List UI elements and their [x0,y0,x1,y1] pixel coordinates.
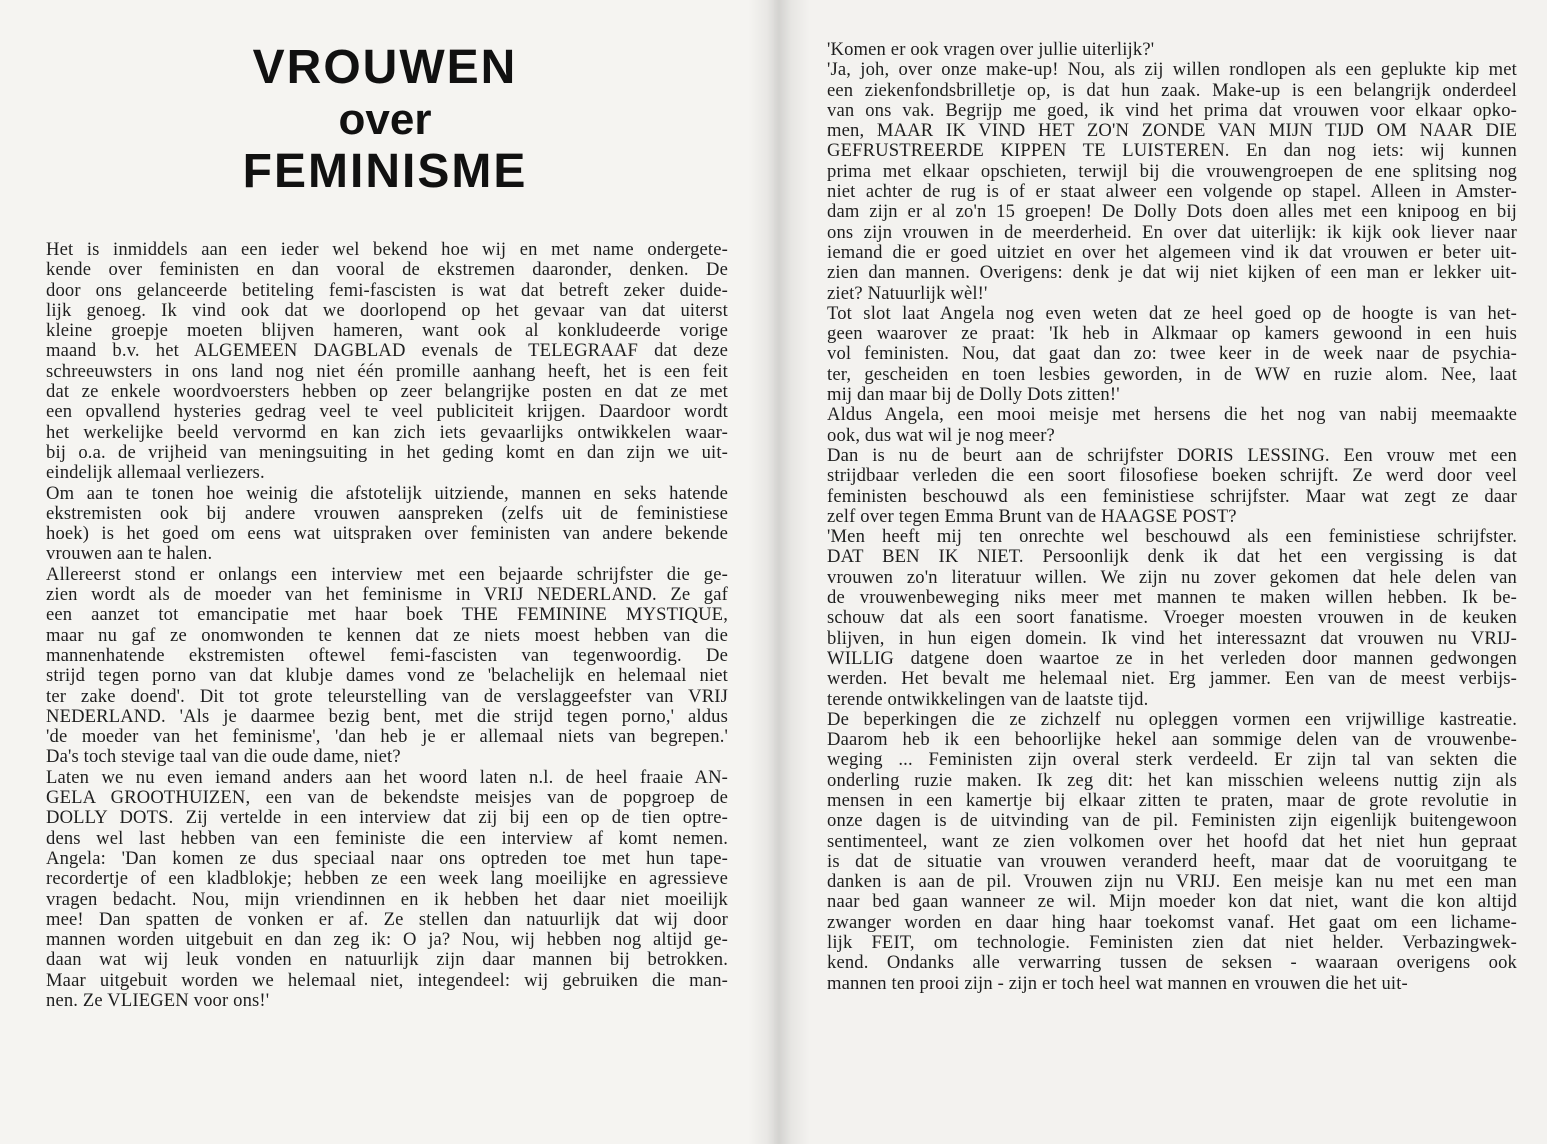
text-line: zien wordt als de moeder van het feminisme in VRIJ NEDERLAND. Ze gaf [46,584,728,606]
text-line: maar nu gaf ze onomwonden te kennen dat ze niets moest hebben van die [46,624,728,646]
text-line: GEFRUSTREERDE KIPPEN TE LUISTEREN. En dan nog iets: wij kunnen [827,140,1517,162]
text-line: dat ze enkele woordvoersters hebben op zeer belangrijke posten en dat ze met [46,381,728,403]
text-line: geen waarover ze praat: 'Ik heb in Alkmaar op kamers gewoond in een huis [827,323,1517,345]
text-line: kleine groepje moeten blijven hameren, want ook al konkludeerde vorige [46,320,728,342]
text-line: ziet? Natuurlijk wèl!' [827,282,988,304]
text-line: onderling ruzie maken. Ik zeg dit: het kan misschien weleens nuttig zijn als [827,769,1517,791]
text-line: schouw dat als een soort fanatisme. Vroeger moesten vrouwen in de keuken [827,607,1517,629]
text-line: Aldus Angela, een mooi meisje met hersens die het nog van nabij meemaakte [827,404,1517,426]
text-line: mensen in een kamertje bij elkaar zitten te praten, maar de grote revolutie in [827,789,1517,811]
text-line: 'Men heeft mij ten onrechte wel beschouwd als een feministiese schrijfster. [827,526,1517,548]
text-line: Om aan te tonen hoe weinig die afstotelijk uitziende, mannen en seks hatende [46,482,728,504]
text-line: vragen bedacht. Nou, mijn vriendinnen en ik hebben het daar niet moeilijk [46,888,728,910]
text-line: Angela: 'Dan komen ze dus speciaal naar ons optreden toe met hun tape- [46,847,728,869]
text-line: DOLLY DOTS. Zij vertelde in een interview dat zij bij een op de tien optre- [46,807,728,829]
text-line: dens wel last hebben van een feministe die een interview af komt nemen. [46,827,728,849]
text-line: Maar uitgebuit worden we helemaal niet, integendeel: wij gebruiken die man- [46,969,728,991]
text-line: een ziekenfondsbrilletje op, is dat hun zaak. Make-up is een belangrijk onderdeel [827,79,1517,101]
right-page [774,0,1547,1144]
text-line: vrouwen zo'n literatuur willen. We zijn nu zover gekomen dat hele delen van [827,566,1517,588]
text-line: Tot slot laat Angela nog even weten dat ze heel goed op de hoogte is van het- [827,302,1517,324]
text-line: vrouwen aan te halen. [46,543,213,565]
text-line: Daarom heb ik een behoorlijke hekel aan sommige delen van de vrouwenbe- [827,729,1517,751]
text-line: ter zake doend'. Dit tot grote teleurstelling van de verslaggeefster van VRIJ [46,685,728,707]
right-text-column [827,40,1517,994]
title-line-1: VROUWEN [252,41,518,94]
text-line: recordertje of een kladblokje; hebben ze een week lang moeilijke en agressieve [46,868,728,890]
text-line: ekstremisten ook bij andere vrouwen aanspreken (zelfs uit de feministiese [46,502,728,524]
text-line: bij o.a. de vrijheid van meningsuiting in het geding komt en dan zijn we uit- [46,441,728,463]
text-line: mannenhatende ekstremisten oftewel femi-fascisten van tegenwoordig. De [46,644,728,666]
text-line: een aanzet tot emancipatie met haar boek THE FEMININE MYSTIQUE, [46,604,728,626]
text-line: men, MAAR IK VIND HET ZO'N ZONDE VAN MIJN TIJD OM NAAR DIE [827,120,1517,142]
text-line: mannen ten prooi zijn - zijn er toch heel wat mannen en vrouwen die het uit- [827,972,1408,994]
text-line: nen. Ze VLIEGEN voor ons!' [46,989,270,1011]
text-line: ter, gescheiden en toen lesbies geworden, in de WW en ruzie alom. Nee, laat [827,363,1517,385]
article-title [200,42,570,198]
text-line: NEDERLAND. 'Als je daarmee bezig bent, met die strijd tegen porno,' aldus [46,705,728,727]
text-line: onze dagen is de uitvinding van de pil. Feministen zijn eigenlijk buitengewoon [827,810,1517,832]
text-line: mee! Dan spatten de vonken er af. Ze stellen dan natuurlijk dat wij door [46,908,728,930]
text-line: de vrouwenbeweging niks meer met mannen te maken willen hebben. Ik be- [827,587,1517,609]
text-line: strijdbaar verleden die een soort filosofiese boeken schrijft. Ze werd door veel [827,465,1517,487]
text-line: terende ontwikkelingen van de laatste tijd. [827,688,1149,710]
text-line: daan wat wij leuk vonden en natuurlijk zijn daar mannen bij betrokken. [46,949,728,971]
text-line: mij dan maar bij de Dolly Dots zitten!' [827,384,1120,406]
text-line: kende over feministen en dan vooral de ekstremen daaronder, denken. De [46,259,728,281]
text-line: hoek) is het goed om eens wat uitspraken over feministen van andere bekende [46,523,728,545]
text-line: feministen beschouwd als een feministiese schrijfster. Maar wat zegt ze daar [827,485,1517,507]
text-line: Laten we nu even iemand anders aan het woord laten n.l. de heel fraaie AN- [46,766,728,788]
title-line-3: FEMINISME [242,145,528,198]
text-line: kend. Ondanks alle verwarring tussen de seksen - waaraan overigens ook [827,952,1517,974]
text-line: WILLIG datgene doen waartoe ze in het verleden door mannen gedwongen [827,647,1517,669]
text-line: dam zijn er al zo'n 15 groepen! De Dolly Dots doen alles met een knipoog en bij [827,201,1517,223]
text-line: weging ... Feministen zijn overal sterk verdeeld. Er zijn tal van sekten die [827,749,1517,771]
text-line: Allereerst stond er onlangs een interview met een bejaarde schrijfster die ge- [46,563,728,585]
text-line: mannen worden uitgebuit en dan zeg ik: O ja? Nou, wij hebben nog altijd ge- [46,929,728,951]
left-text-column [46,240,728,1011]
text-line: lijk FEIT, om technologie. Feministen zien dat niet helder. Verbazingwek- [827,932,1517,954]
text-line: iemand die er goed uitziet en over het algemeen vind ik dat vrouwen er beter uit- [827,241,1517,263]
text-line: vol feministen. Nou, dat gaat dan zo: twee keer in de week naar de psychia- [827,343,1517,365]
text-line: schreeuwsters in ons land nog niet één promille aanhang heeft, het is een feit [46,360,728,382]
text-line: zien dan mannen. Overigens: denk je dat wij niet kijken of een man er lekker uit- [827,262,1517,284]
text-line: 'Komen er ook vragen over jullie uiterlijk?' [827,39,1155,60]
text-line: De beperkingen die ze zichzelf nu opleggen vormen een vrijwillige kastreatie. [827,708,1517,730]
text-line: blijven, in hun eigen domein. Ik vind het interessaznt dat vrouwen nu VRIJ- [827,627,1517,649]
text-line: maand b.v. het ALGEMEEN DAGBLAD evenals de TELEGRAAF dat deze [46,340,728,362]
text-line: ons zijn vrouwen in de meerderheid. En over dat uiterlijk: ik kijk ook liever naar [827,221,1517,243]
text-line: een opvallend hysteries gedrag veel te veel publiciteit krijgen. Daardoor wordt [46,401,728,423]
text-line: 'de moeder van het feminisme', 'dan heb je er allemaal niets van begrepen.' [46,726,728,748]
text-line: DAT BEN IK NIET. Persoonlijk denk ik dat het een vergissing is dat [827,546,1517,568]
text-line: lijk genoeg. Ik vind ook dat we doorlopend op het gevaar van dat uiterst [46,299,728,321]
text-line: naar bed gaan wanneer ze wil. Mijn moeder kon dat niet, want die kon altijd [827,891,1517,913]
text-line: Dan is nu de beurt aan de schrijfster DORIS LESSING. Een vrouw met een [827,444,1517,466]
text-line: werden. Het bevalt me helemaal niet. Erg jammer. Een van de meest verbijs- [827,668,1517,690]
text-line: ook, dus wat wil je nog meer? [827,424,1055,446]
text-line: sentimenteel, want ze zien volkomen over het hoofd dat het niet hun gepraat [827,830,1517,852]
text-line: GELA GROOTHUIZEN, een van de bekendste meisjes van de popgroep de [46,787,728,809]
text-line: is dat de situatie van vrouwen veranderd heeft, maar dat de vooruitgang te [827,850,1517,872]
text-line: strijd tegen porno van dat klubje dames vond ze 'belachelijk en helemaal niet [46,665,728,687]
title-line-2: over [338,95,432,144]
text-line: eindelijk allemaal verliezers. [46,462,265,484]
text-line: van ons vak. Begrijp me goed, ik vind het prima dat vrouwen voor elkaar opko- [827,99,1517,121]
text-line: prima met elkaar opschieten, terwijl bij die vrouwengroepen de ene splitsing nog [827,160,1517,182]
text-line: 'Ja, joh, over onze make-up! Nou, als zij willen rondlopen als een geplukte kip met [827,59,1517,81]
text-line: niet achter de rug is of er staat alweer een volgende op stapel. Alleen in Amster- [827,181,1517,203]
text-line: danken is aan de pil. Vrouwen zijn nu VRIJ. Een meisje kan nu met een man [827,871,1517,893]
text-line: door ons gelanceerde betiteling femi-fascisten is wat dat betreft zeker duide- [46,279,728,301]
text-line: het werkelijke beeld vervormd en kan zich iets gevaarlijks ontwikkelen waar- [46,421,728,443]
text-line: zelf over tegen Emma Brunt van de HAAGSE POST? [827,505,1237,527]
text-line: Da's toch stevige taal van die oude dame, niet? [46,746,401,768]
text-line: Het is inmiddels aan een ieder wel bekend hoe wij en met name ondergete- [46,239,728,260]
text-line: zwanger worden en daar hing haar toekomst vanaf. Het gaat om een lichame- [827,911,1517,933]
